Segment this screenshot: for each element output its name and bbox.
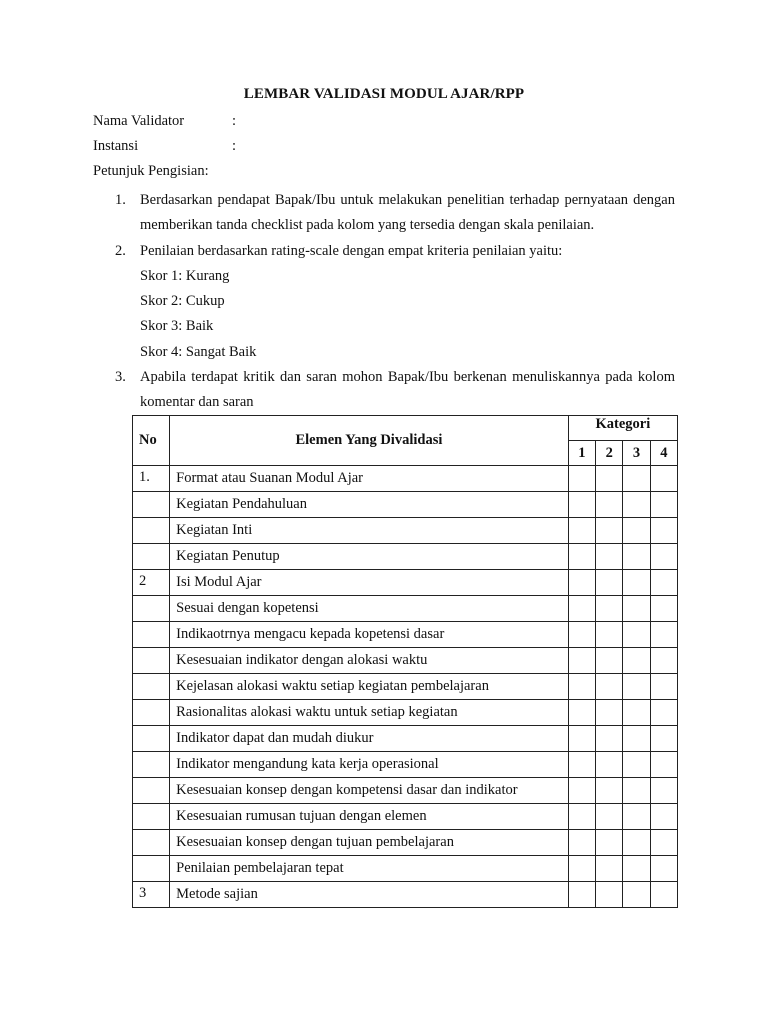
field-colon: :	[232, 113, 237, 129]
rating-cell-3[interactable]	[623, 804, 650, 830]
rating-cell-1[interactable]	[568, 596, 595, 622]
rating-cell-4[interactable]	[650, 726, 677, 752]
table-row	[133, 726, 678, 752]
row-number	[133, 778, 170, 804]
header-element: Elemen Yang Divalidasi	[170, 416, 569, 466]
rating-cell-2[interactable]	[596, 726, 623, 752]
rating-cell-4[interactable]	[650, 622, 677, 648]
table-row	[133, 570, 678, 596]
rating-cell-3[interactable]	[623, 674, 650, 700]
row-element: Kesesuaian rumusan tujuan dengan elemen	[170, 804, 569, 830]
row-element: Kegiatan Penutup	[170, 544, 569, 570]
field-label: Nama Validator	[93, 113, 185, 129]
table-row	[133, 856, 678, 882]
rating-cell-2[interactable]	[596, 622, 623, 648]
rating-cell-2[interactable]	[596, 518, 623, 544]
row-element: Indikaotrnya mengacu kepada kopetensi dasar	[170, 622, 569, 648]
table-row	[133, 622, 678, 648]
rating-cell-4[interactable]	[650, 856, 677, 882]
rating-cell-1[interactable]	[568, 856, 595, 882]
score-item: Skor 1: Kurang	[140, 267, 230, 284]
rating-cell-3[interactable]	[623, 492, 650, 518]
rating-cell-1[interactable]	[568, 726, 595, 752]
header-category-3: 3	[623, 441, 650, 466]
instruction-item	[93, 188, 675, 239]
row-element: Kegiatan Inti	[170, 518, 569, 544]
rating-cell-2[interactable]	[596, 778, 623, 804]
table-row	[133, 466, 678, 492]
rating-cell-3[interactable]	[623, 518, 650, 544]
rating-cell-2[interactable]	[596, 492, 623, 518]
rating-cell-2[interactable]	[596, 596, 623, 622]
rating-cell-2[interactable]	[596, 882, 623, 908]
rating-cell-4[interactable]	[650, 466, 677, 492]
instruction-text: Penilaian berdasarkan rating-scale dengan empat kriteria penilaian yaitu:	[140, 242, 563, 259]
row-number	[133, 856, 170, 882]
rating-cell-2[interactable]	[596, 700, 623, 726]
row-element: Indikator dapat dan mudah diukur	[170, 726, 569, 752]
table-row	[133, 804, 678, 830]
rating-cell-3[interactable]	[623, 726, 650, 752]
row-element: Kesesuaian konsep dengan tujuan pembelajaran	[170, 830, 569, 856]
row-number	[133, 804, 170, 830]
rating-cell-3[interactable]	[623, 856, 650, 882]
field-label: Instansi	[93, 138, 139, 154]
row-number	[133, 674, 170, 700]
row-element: Kesesuaian konsep dengan kompetensi dasar dan indikator	[170, 778, 569, 804]
score-item: Skor 4: Sangat Baik	[140, 343, 257, 360]
instruction-text: Berdasarkan pendapat Bapak/Ibu untuk melakukan penelitian terhadap pernyataan dengan memberikan tanda checklist pada kolom yang tersedia dengan skala penilaian.	[140, 192, 675, 234]
field-instansi	[93, 138, 237, 155]
rating-cell-1[interactable]	[568, 466, 595, 492]
validation-table	[132, 415, 678, 908]
instruction-text: Apabila terdapat kritik dan saran mohon Bapak/Ibu berkenan menuliskannya pada kolom komentar dan saran	[140, 369, 675, 411]
rating-cell-3[interactable]	[623, 700, 650, 726]
rating-cell-1[interactable]	[568, 544, 595, 570]
table-row	[133, 518, 678, 544]
rating-cell-4[interactable]	[650, 830, 677, 856]
rating-cell-2[interactable]	[596, 804, 623, 830]
field-colon: :	[232, 138, 237, 154]
rating-cell-3[interactable]	[623, 596, 650, 622]
score-item: Skor 3: Baik	[140, 318, 214, 335]
rating-cell-4[interactable]	[650, 648, 677, 674]
instruction-number: 3.	[115, 369, 126, 386]
rating-cell-2[interactable]	[596, 544, 623, 570]
rating-cell-3[interactable]	[623, 648, 650, 674]
row-number	[133, 492, 170, 518]
table-row	[133, 648, 678, 674]
rating-cell-3[interactable]	[623, 570, 650, 596]
row-element: Indikator mengandung kata kerja operasional	[170, 752, 569, 778]
rating-cell-2[interactable]	[596, 830, 623, 856]
row-number: 2	[133, 570, 170, 596]
rating-cell-3[interactable]	[623, 544, 650, 570]
instructions-list	[93, 188, 675, 416]
rating-cell-4[interactable]	[650, 700, 677, 726]
instruction-number: 2.	[115, 242, 126, 259]
rating-cell-4[interactable]	[650, 544, 677, 570]
row-number	[133, 622, 170, 648]
rating-cell-4[interactable]	[650, 570, 677, 596]
table-row	[133, 544, 678, 570]
instruction-number: 1.	[115, 192, 126, 208]
rating-cell-3[interactable]	[623, 778, 650, 804]
row-element: Rasionalitas alokasi waktu untuk setiap kegiatan	[170, 700, 569, 726]
rating-cell-1[interactable]	[568, 492, 595, 518]
row-number	[133, 752, 170, 778]
rating-cell-4[interactable]	[650, 882, 677, 908]
row-number: 3	[133, 882, 170, 908]
rating-cell-2[interactable]	[596, 674, 623, 700]
rating-cell-4[interactable]	[650, 492, 677, 518]
rating-cell-4[interactable]	[650, 804, 677, 830]
row-number	[133, 830, 170, 856]
header-category-4: 4	[650, 441, 677, 466]
rating-cell-2[interactable]	[596, 856, 623, 882]
rating-cell-2[interactable]	[596, 752, 623, 778]
row-number	[133, 544, 170, 570]
table-row	[133, 882, 678, 908]
rating-cell-1[interactable]	[568, 570, 595, 596]
field-nama-validator	[93, 113, 237, 130]
score-item: Skor 2: Cukup	[140, 293, 225, 310]
table-row	[133, 778, 678, 804]
instructions-heading: Petunjuk Pengisian:	[93, 163, 209, 179]
table-row	[133, 700, 678, 726]
rating-cell-2[interactable]	[596, 648, 623, 674]
rating-cell-4[interactable]	[650, 518, 677, 544]
rating-cell-1[interactable]	[568, 830, 595, 856]
rating-cell-1[interactable]	[568, 648, 595, 674]
table-row	[133, 674, 678, 700]
rating-cell-1[interactable]	[568, 518, 595, 544]
rating-cell-4[interactable]	[650, 674, 677, 700]
rating-cell-3[interactable]	[623, 830, 650, 856]
table-row	[133, 492, 678, 518]
row-element: Kesesuaian indikator dengan alokasi waktu	[170, 648, 569, 674]
row-number	[133, 648, 170, 674]
rating-cell-1[interactable]	[568, 700, 595, 726]
rating-cell-4[interactable]	[650, 752, 677, 778]
table-row	[133, 752, 678, 778]
row-element: Kejelasan alokasi waktu setiap kegiatan pembelajaran	[170, 674, 569, 700]
rating-cell-1[interactable]	[568, 622, 595, 648]
row-element: Format atau Suanan Modul Ajar	[170, 466, 569, 492]
row-number	[133, 596, 170, 622]
rating-cell-2[interactable]	[596, 466, 623, 492]
rating-cell-1[interactable]	[568, 778, 595, 804]
rating-cell-1[interactable]	[568, 674, 595, 700]
document-title: LEMBAR VALIDASI MODUL AJAR/RPP	[243, 86, 525, 102]
row-element: Penilaian pembelajaran tepat	[170, 856, 569, 882]
row-element: Kegiatan Pendahuluan	[170, 492, 569, 518]
rating-cell-3[interactable]	[623, 466, 650, 492]
instruction-item	[93, 239, 675, 365]
rating-cell-2[interactable]	[596, 570, 623, 596]
row-element: Sesuai dengan kopetensi	[170, 596, 569, 622]
rating-cell-4[interactable]	[650, 778, 677, 804]
header-category-2: 2	[596, 441, 623, 466]
rating-cell-4[interactable]	[650, 596, 677, 622]
table-body	[133, 466, 678, 908]
row-element: Isi Modul Ajar	[170, 570, 569, 596]
rating-cell-3[interactable]	[623, 882, 650, 908]
row-number: 1.	[133, 466, 170, 492]
instruction-item	[93, 365, 675, 416]
rating-cell-1[interactable]	[568, 752, 595, 778]
rating-cell-1[interactable]	[568, 804, 595, 830]
row-number	[133, 518, 170, 544]
header-category: Kategori	[568, 416, 677, 441]
header-no: No	[133, 416, 170, 466]
rating-cell-3[interactable]	[623, 752, 650, 778]
table-row	[133, 830, 678, 856]
rating-cell-1[interactable]	[568, 882, 595, 908]
header-category-1: 1	[568, 441, 595, 466]
row-number	[133, 700, 170, 726]
table-row	[133, 596, 678, 622]
rating-cell-3[interactable]	[623, 622, 650, 648]
row-number	[133, 726, 170, 752]
row-element: Metode sajian	[170, 882, 569, 908]
